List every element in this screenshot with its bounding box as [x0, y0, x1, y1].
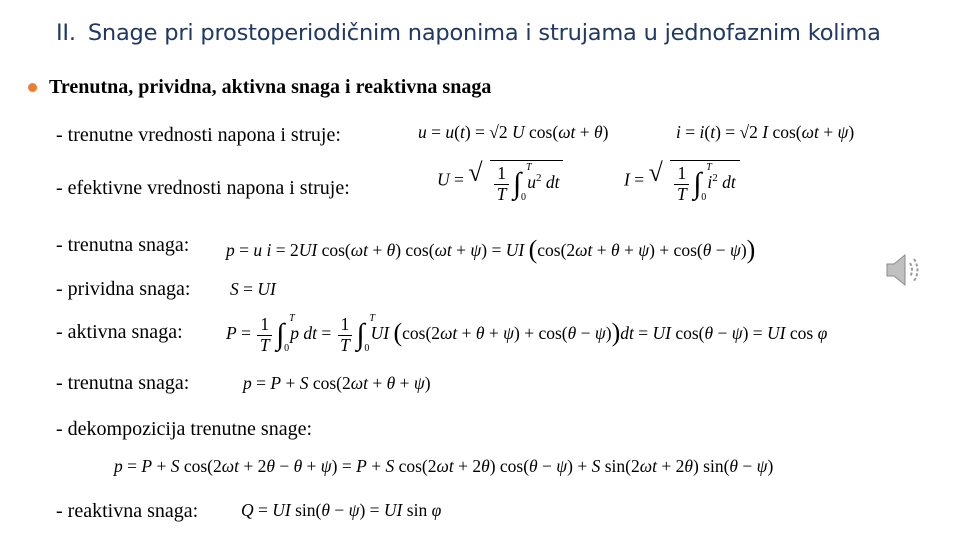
title-text: Snage pri prostoperiodičnim naponima i strujama u jednofaznim kolima [87, 20, 881, 46]
title-number: II. [56, 20, 76, 46]
instantaneous-power-equation-2: p = P + S cos(2ωt + θ + ψ) [243, 373, 431, 393]
bullet-item [28, 76, 491, 99]
voltage-rms-equation: U = √ $\frac{1}{T}$ ∫ T 0 $u^2$ dt [437, 160, 563, 203]
slide-title [56, 20, 881, 46]
label-instantaneous-power-2: - trenutna snaga: [56, 372, 190, 394]
label-effective-values: - efektivne vrednosti napona i struje: [56, 177, 350, 199]
apparent-power-equation: S = UI [230, 279, 276, 299]
label-apparent-power: - prividna snaga: [56, 278, 191, 300]
label-instantaneous-values: - trenutne vrednosti napona i struje: [56, 124, 341, 146]
bullet-text: Trenutna, prividna, aktivna snaga i reaktivna snaga [49, 76, 492, 98]
bullet-dot-icon [28, 83, 37, 92]
reactive-power-equation: Q = UI sin(θ − ψ) = UI sin φ [241, 500, 442, 520]
label-decomposition: - dekompozicija trenutne snage: [56, 418, 313, 440]
decomposition-equation: p = P + S cos(2ωt + 2θ − θ + ψ) = P + S cos(2ωt + 2θ) cos(θ − ψ) + S sin(2ωt + 2θ) sin(θ − ψ) [114, 456, 774, 476]
current-rms-equation: I = √ $\frac{1}{T}$ ∫ T 0 $i^2$ dt [624, 160, 740, 203]
current-instantaneous-equation: i = i(t) = √2 I cos(ωt + ψ) [676, 122, 855, 142]
speaker-icon[interactable] [884, 252, 924, 293]
label-instantaneous-power: - trenutna snaga: [56, 234, 190, 256]
voltage-instantaneous-equation: u = u(t) = √2 U cos(ωt + θ) [418, 122, 609, 142]
active-power-equation: P = $\frac{1}{T}$ ∫ T 0 p dt = $\frac{1}{T}$ ∫ T 0 UI (cos(2ωt + θ + ψ) + cos(θ − ψ))dt = UI cos(θ − ψ) = UI cos φ [226, 313, 828, 355]
label-reactive-power: - reaktivna snaga: [56, 500, 199, 522]
instantaneous-power-equation: p = u i = 2UI cos(ωt + θ) cos(ωt + ψ) = UI (cos(2ωt + θ + ψ) + cos(θ − ψ)) [226, 235, 756, 264]
label-active-power: - aktivna snaga: [56, 321, 183, 343]
